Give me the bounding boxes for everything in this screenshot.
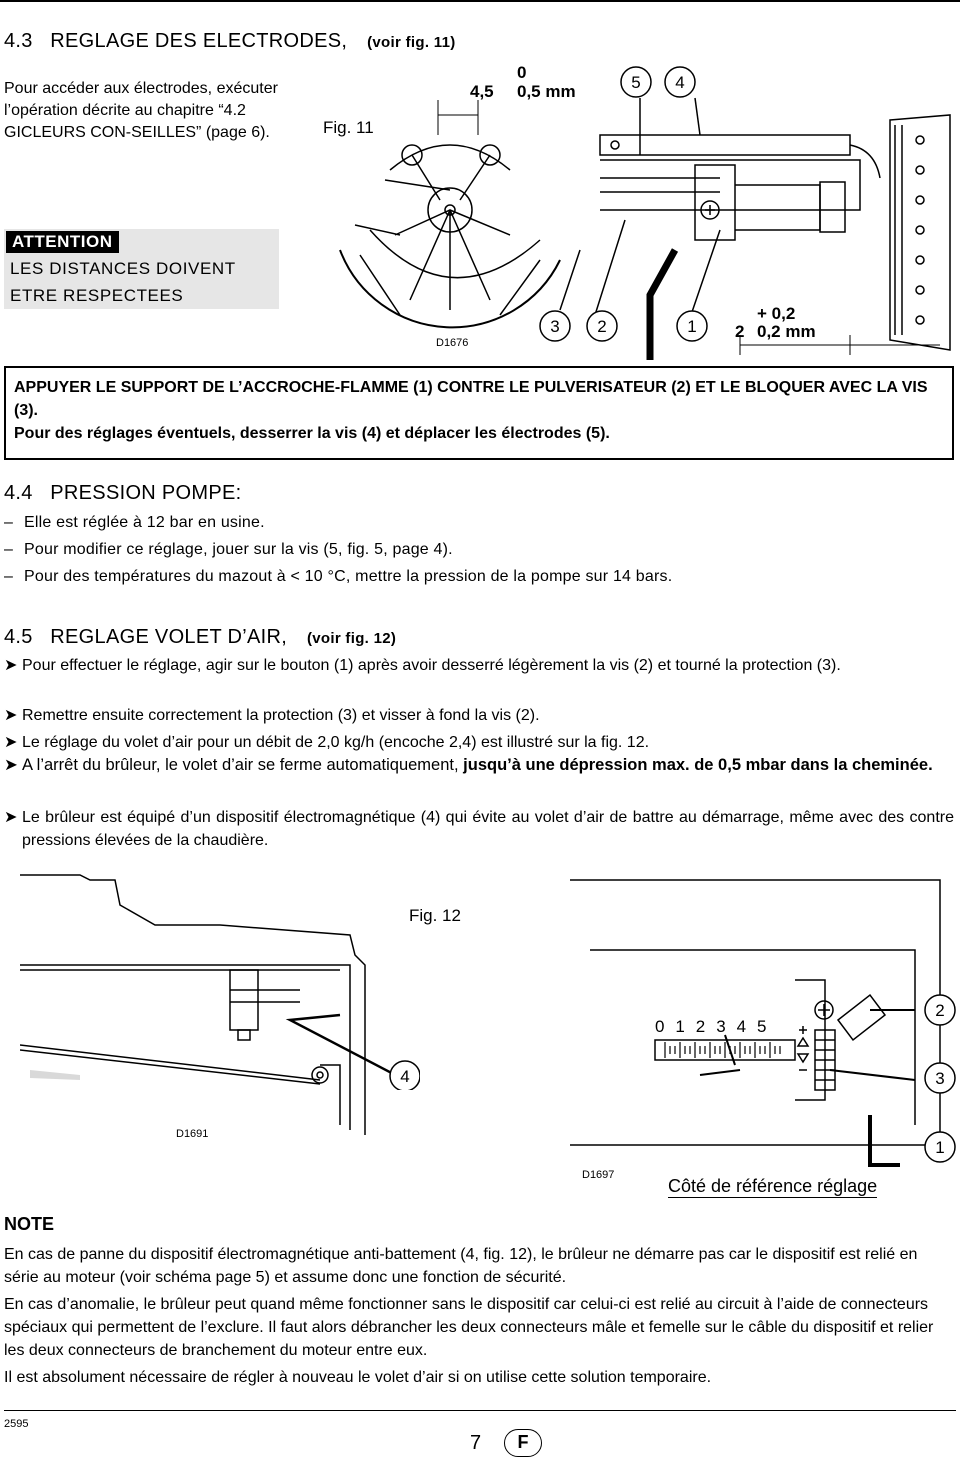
callout-4: 4 [675,73,685,92]
instruction-line-2: Pour des réglages éventuels, desserrer la vis (4) et déplacer les électrodes (5). [14,425,610,442]
callout-1: 1 [687,317,697,336]
figure-reference: (voir fig. 11) [367,34,456,51]
language-badge: F [504,1429,542,1457]
list-item: ➤ Le réglage du volet d’air pour un débit de 2,0 kg/h (encoche 2,4) est illustré sur la fig. 12. [4,731,954,754]
fig12-callout-4: 4 [400,1067,410,1086]
dim-top-tolerance: 0,5 mm [517,82,576,101]
list-item: ➤ Remettre ensuite correctement la protection (3) et visser à fond la vis (2). [4,704,954,727]
list-item: – Pour des températures du mazout à < 10 °C, mettre la pression de la pompe sur 14 bars. [4,568,673,585]
dim-top-zero: 0 [517,63,527,82]
dim-bottom-tolerance: 0,2 mm [757,322,816,341]
figure-12-code-left: D1691 [176,1128,209,1140]
instruction-line-1: APPUYER LE SUPPORT DE L’ACCROCHE-FLAMME (1) CONTRE LE PULVERISATEUR (2) ET LE BLOQUER AVEC LA VIS (3). [14,379,928,419]
attention-label: ATTENTION [6,231,119,253]
top-rule [0,0,960,2]
callout-2: 2 [597,317,607,336]
figure-11-label: Fig. 11 [323,118,374,137]
callout-3: 3 [550,317,560,336]
dim-top-main: 4,5 [470,82,494,101]
attention-line-1: LES DISTANCES DOIVENT [10,259,236,278]
section-title: REGLAGE VOLET D’AIR, [50,626,288,648]
list-item: – Pour modifier ce réglage, jouer sur la vis (5, fig. 5, page 4). [4,541,453,558]
figure-11-code: D1676 [436,337,469,349]
air-damper-scale: 0 1 2 3 4 5 [655,1017,767,1036]
figure-12-label: Fig. 12 [409,906,461,925]
callout-5: 5 [631,73,641,92]
figure-12-callout-4-leader [240,990,420,1090]
list-item: – Elle est réglée à 12 bar en usine. [4,514,265,531]
dim-bottom-main: 2 [735,322,745,341]
section-4-5-heading [4,626,396,649]
section-number: 4.5 [4,626,33,648]
reference-side-caption: Côté de référence réglage [668,1176,878,1196]
arrow-bullet-icon: ➤ [4,657,18,674]
section-4-3-intro: Pour accéder aux électrodes, exécuter l’opération décrite au chapitre “4.2 GICLEURS CON-SEILLES” (page 6). [4,80,278,141]
fig12-callout-1: 1 [935,1138,945,1157]
figure-12-code-right: D1697 [582,1169,615,1181]
section-number: 4.3 [4,30,33,52]
dim-bottom-plus: + 0,2 [757,304,796,323]
list-item: ➤ Pour effectuer le réglage, agir sur le bouton (1) après avoir desserré légèrement la vis (2) et tourné la protection (3). [4,654,954,677]
instruction-text [14,376,944,445]
document-code: 2595 [4,1418,29,1430]
note-paragraph-1: En cas de panne du dispositif électromagnétique anti-battement (4, fig. 12), le brûleur ne démarre pas car le dispositif est relié en série au moteur (voir schéma page 5) et assume donc une fonction de sécurité. [4,1246,918,1286]
section-4-3-heading [4,30,456,53]
footer-rule [4,1410,956,1411]
attention-line-2: ETRE RESPECTEES [10,286,184,305]
note-title: NOTE [4,1214,55,1234]
fig12-callout-3: 3 [935,1069,945,1088]
section-title: PRESSION POMPE: [50,482,242,504]
arrow-bullet-icon: ➤ [4,809,18,826]
figure-reference: (voir fig. 12) [306,630,397,647]
arrow-bullet-icon: ➤ [4,707,18,724]
section-4-4-heading [4,482,242,505]
section-title: REGLAGE DES ELECTRODES, [50,30,348,52]
fig12-callout-2: 2 [935,1001,945,1020]
page-number: 7 [470,1432,482,1454]
note-paragraph-3: Il est absolument nécessaire de régler à nouveau le volet d’air si on utilise cette solution temporaire. [4,1369,712,1386]
arrow-bullet-icon: ➤ [4,734,18,751]
section-number: 4.4 [4,482,33,504]
list-item: ➤ Le brûleur est équipé d’un dispositif électromagnétique (4) qui évite au volet d’air de battre au démarrage, même avec des contre pressions élevées de la chaudière. [4,806,954,852]
list-item: ➤ A l’arrêt du brûleur, le volet d’air se ferme automatiquement, jusqu’à une dépression max. de 0,5 mbar dans la cheminée. [4,754,954,777]
note-paragraph-2: En cas d’anomalie, le brûleur peut quand même fonctionner sans le dispositif car celui-ci est relié au circuit à l’aide de connecteurs spéciaux qui permettent de l’exclure. Il faut alors débrancher les deux connecteurs mâle et femelle sur le câble du dispositif et relier les deux connecteurs de branchement du moteur entre eux. [4,1296,934,1359]
arrow-bullet-icon: ➤ [4,756,18,774]
figure-11-electrodes [300,60,960,360]
